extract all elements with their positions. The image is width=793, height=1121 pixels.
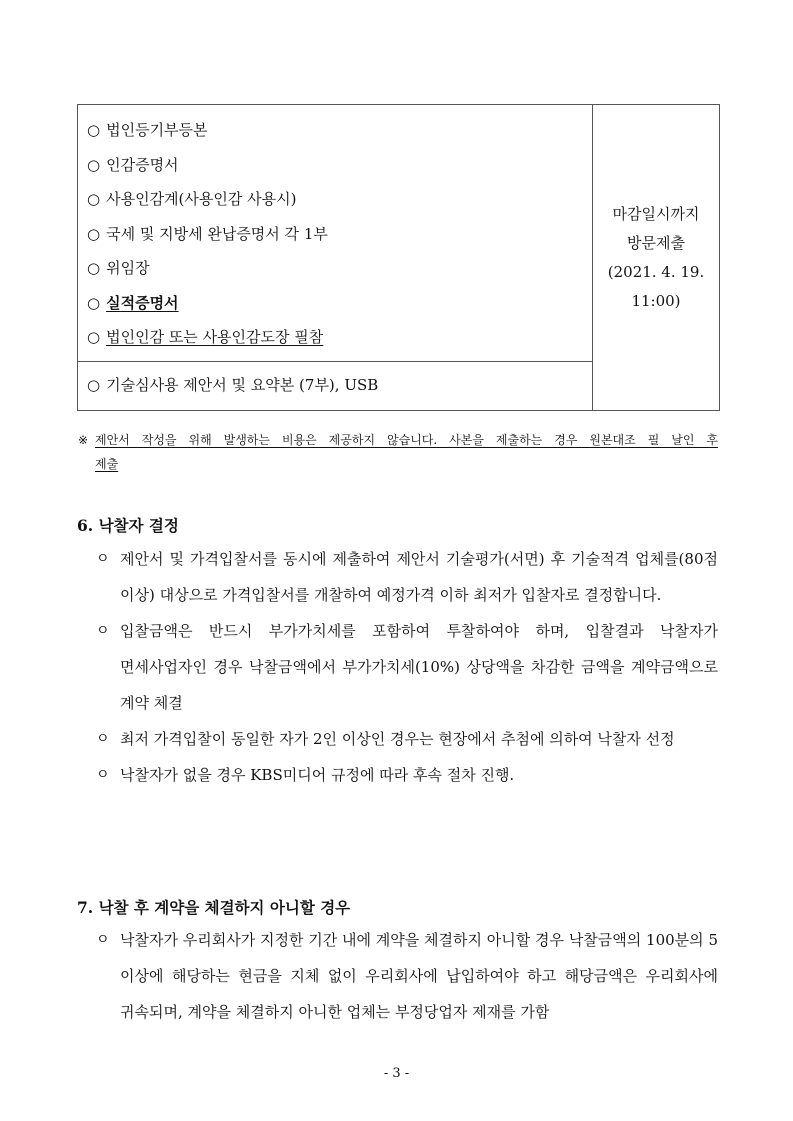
deadline-line: (2021. 4. 19.	[607, 262, 705, 281]
document-item: ○ 실적증명서	[87, 293, 179, 312]
document-item: ○ 인감증명서	[87, 155, 179, 174]
required-documents-table	[77, 104, 720, 411]
documents-list-cell	[78, 105, 593, 362]
list-item: ㅇ 낙찰자가 우리회사가 지정한 기간 내에 계약을 체결하지 아니할 경우 낙찰금액의 100분의 5 이상에 해당하는 현금을 지체 없이 우리회사에 납입하여야 하고 해당금액은 우리회사에 귀속되며, 계약을 체결하지 아니한 업체는 부정당업자 제재를 가함	[96, 931, 718, 1021]
document-item-text: 인감증명서	[106, 155, 179, 174]
document-item: ○ 위임장	[87, 259, 150, 277]
deadline-line: 11:00)	[631, 291, 681, 310]
document-item-text: 기술심사용 제안서 및 요약본 (7부), USB	[106, 376, 379, 394]
list-item: ㅇ 입찰금액은 반드시 부가가치세를 포함하여 투찰하여야 하며, 입찰결과 낙찰자가 면세사업자인 경우 낙찰금액에서 부가가치세(10%) 상당액을 차감한 금액을 계약금액으로 계약 체결	[96, 622, 718, 712]
document-item-text: 위임장	[106, 259, 150, 277]
cost-notice	[78, 428, 718, 476]
document-item: ○ 사용인감계(사용인감 사용시)	[87, 190, 297, 208]
deadline-line: 방문제출	[627, 233, 685, 252]
document-item: ○ 법인등기부등본	[87, 121, 208, 139]
notice-line: 제안서 작성을 위해 발생하는 비용은 제공하지 않습니다. 사본을 제출하는 경우 원본대조 필 날인 후	[95, 433, 718, 447]
reference-mark: ※	[78, 433, 89, 447]
deadline-line: 마감일시까지	[612, 204, 700, 223]
document-item: ○ 기술심사용 제안서 및 요약본 (7부), USB	[87, 376, 379, 394]
deadline-cell	[593, 105, 720, 411]
list-item: ㅇ 낙찰자가 없을 경우 KBS미디어 규정에 따라 후속 절차 진행.	[96, 766, 515, 784]
document-item-text: 실적증명서	[106, 293, 179, 312]
list-item: ㅇ 제안서 및 가격입찰서를 동시에 제출하여 제안서 기술평가(서면) 후 기술적격 업체를(80점 이상) 대상으로 가격입찰서를 개찰하여 예정가격 이하 최저가 입찰자로 결정합니다.	[96, 550, 718, 604]
document-item: ○ 국세 및 지방세 완납증명서 각 1부	[87, 224, 328, 243]
section-6-list	[96, 541, 718, 793]
document-item-text: 법인등기부등본	[106, 121, 208, 139]
list-item: ㅇ 최저 가격입찰이 동일한 자가 2인 이상인 경우는 현장에서 추첨에 의하여 낙찰자 선정	[96, 730, 675, 748]
document-item: ○ 법인인감 또는 사용인감도장 필참	[87, 328, 324, 346]
section-7-list	[96, 922, 718, 1030]
notice-line: 제출	[95, 457, 119, 471]
section-7-heading: 7. 낙찰 후 계약을 체결하지 아니할 경우	[77, 898, 351, 917]
document-item-text: 사용인감계(사용인감 사용시)	[106, 190, 297, 208]
technical-proposal-cell	[78, 362, 593, 411]
document-item-text: 법인인감 또는 사용인감도장 필참	[106, 328, 324, 346]
section-6-heading: 6. 낙찰자 결정	[77, 516, 179, 535]
page-number: - 3 -	[383, 1066, 410, 1081]
document-item-text: 국세 및 지방세 완납증명서 각 1부	[106, 224, 328, 243]
